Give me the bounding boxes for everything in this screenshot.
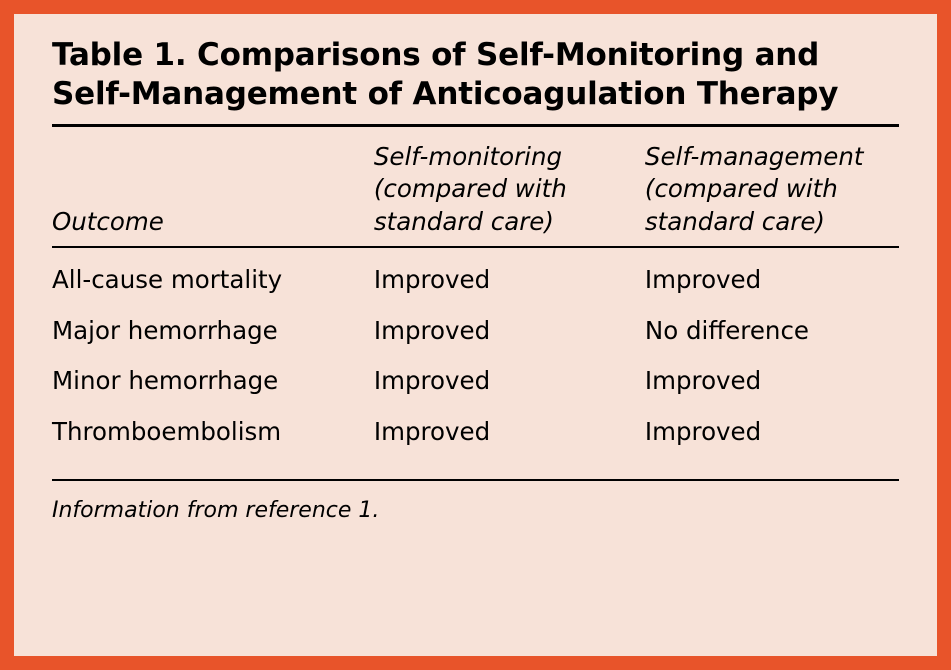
table-row	[52, 356, 899, 407]
column-header-self-monitoring-line-3: standard care)	[373, 206, 554, 236]
column-header-self-monitoring	[374, 127, 645, 246]
table-footnote: Information from reference 1.	[52, 498, 380, 524]
body-bottom-spacer	[52, 457, 899, 479]
column-header-self-management-line-2: (compared with	[644, 174, 838, 204]
cell-self-management: Improved	[644, 416, 762, 446]
table-card	[14, 14, 937, 656]
table-row	[52, 248, 899, 306]
comparison-table	[52, 127, 899, 246]
column-header-self-monitoring-line-2: (compared with	[373, 174, 567, 204]
cell-self-monitoring: Improved	[373, 265, 491, 295]
table-row	[52, 306, 899, 357]
column-header-self-monitoring-line-1: Self-monitoring	[373, 142, 563, 172]
table-title: Table 1. Comparisons of Self-Monitoring and Self-Management of Anticoagulation Therapy	[52, 37, 839, 113]
table-row	[52, 407, 899, 458]
cell-outcome: Thromboembolism	[52, 416, 282, 446]
comparison-table-body	[52, 248, 899, 457]
column-header-outcome-line-1: Outcome	[52, 206, 164, 236]
column-header-outcome	[52, 127, 374, 246]
cell-self-management: Improved	[644, 366, 762, 396]
cell-self-monitoring: Improved	[373, 315, 491, 345]
column-header-self-management-line-1: Self-management	[644, 142, 864, 172]
column-header-self-management	[645, 127, 899, 246]
table-header	[52, 127, 899, 246]
column-header-self-management-line-3: standard care)	[644, 206, 825, 236]
table-header-row	[52, 127, 899, 246]
cell-outcome: All-cause mortality	[52, 265, 283, 295]
cell-self-management: Improved	[644, 265, 762, 295]
cell-self-management: No difference	[644, 315, 809, 345]
cell-outcome: Minor hemorrhage	[52, 366, 279, 396]
cell-self-monitoring: Improved	[373, 416, 491, 446]
cell-self-monitoring: Improved	[373, 366, 491, 396]
cell-outcome: Major hemorrhage	[52, 315, 278, 345]
